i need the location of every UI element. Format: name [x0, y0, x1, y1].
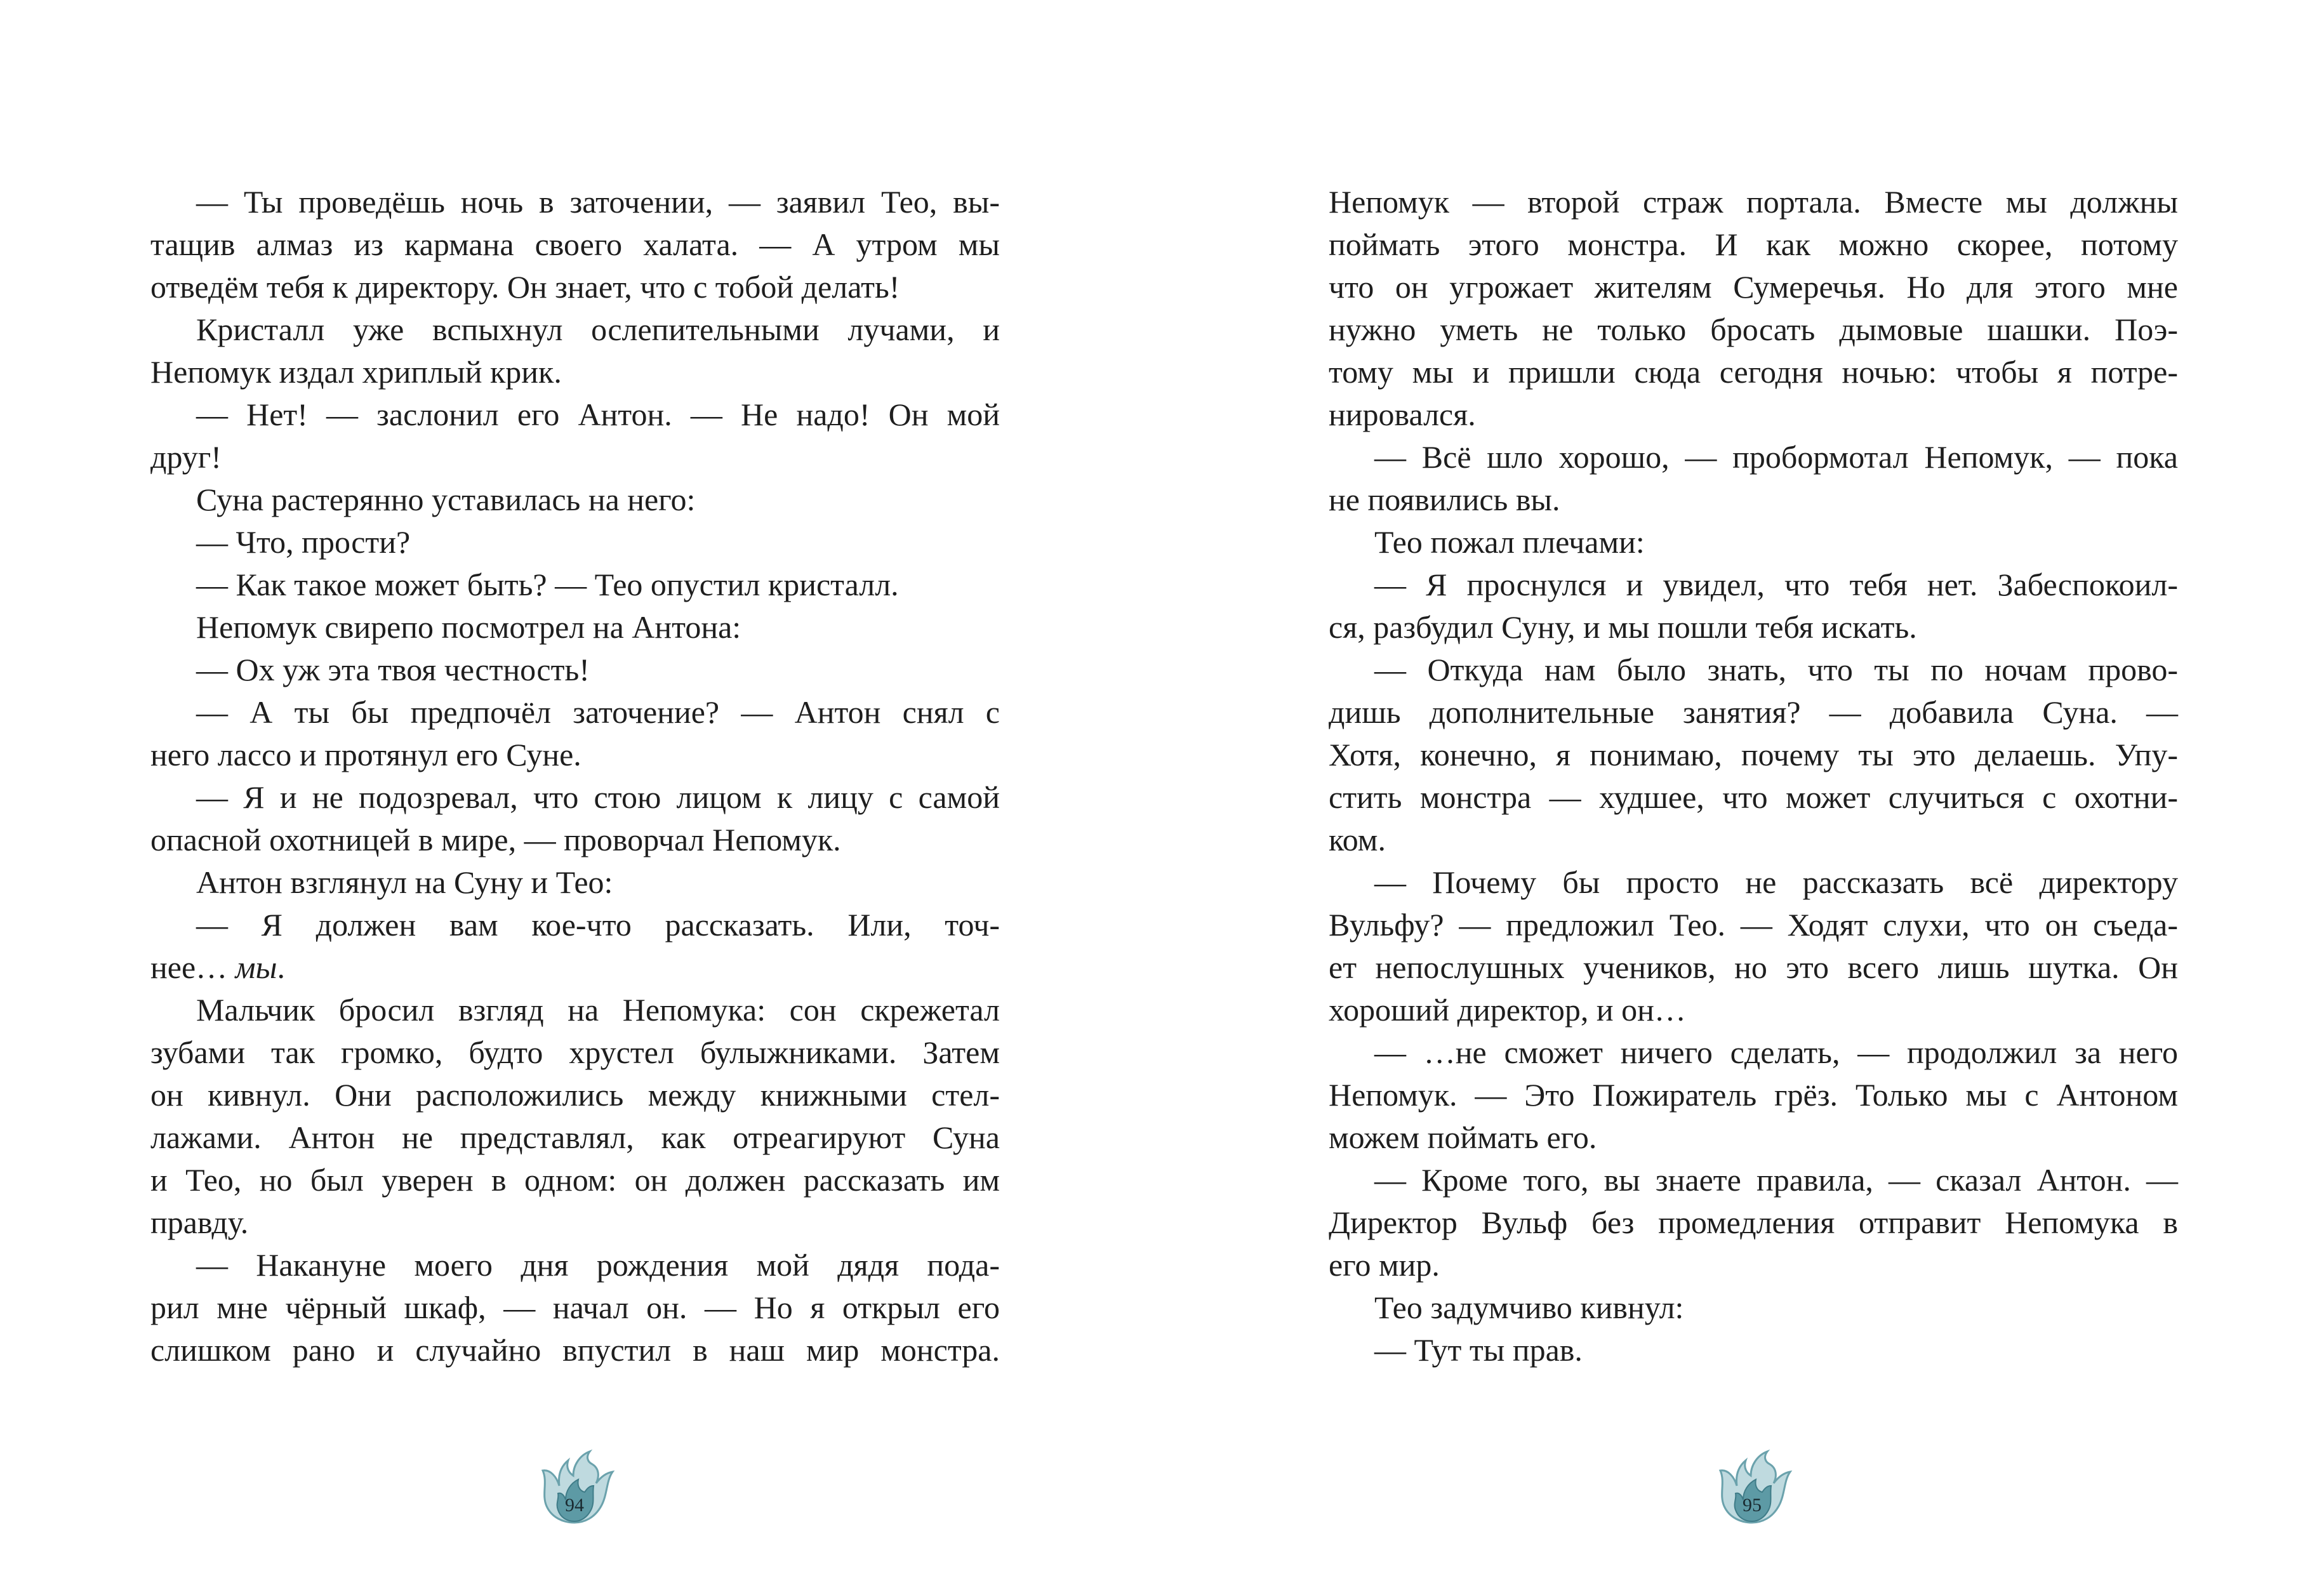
text-line-content: Директор Вульф без промедления отправит Непомука в [1329, 1205, 2178, 1240]
text-line-content: Суна растерянно уставилась на него: [196, 482, 696, 517]
page-number: 94 [565, 1495, 584, 1516]
flame-icon [1701, 1431, 1803, 1533]
text-line [1329, 1329, 2178, 1372]
text-line [150, 776, 1000, 819]
text-line [150, 1244, 1000, 1286]
text-line-content: нировался. [1329, 397, 1476, 432]
text-line [150, 946, 1000, 989]
text-line [150, 606, 1000, 649]
text-line [150, 1074, 1000, 1116]
page-number: 95 [1743, 1495, 1762, 1516]
text-line [1329, 181, 2178, 223]
text-line [150, 734, 1000, 776]
text-line-content: хороший директор, и он… [1329, 992, 1686, 1028]
text-line [1329, 479, 2178, 521]
right-page [1162, 0, 2324, 1574]
text-line [150, 1159, 1000, 1201]
text-line-content: Непомук — второй страж портала. Вместе мы должны [1329, 184, 2178, 220]
text-line [150, 181, 1000, 223]
text-line-content: отведём тебя к директору. Он знает, что с тобой делать! [150, 269, 900, 305]
text-line [1329, 1116, 2178, 1159]
text-line [1329, 1244, 2178, 1286]
text-line-content: зубами так громко, будто хрустел булыжниками. Затем [150, 1035, 1000, 1070]
text-line [1329, 691, 2178, 734]
text-line-content: рил мне чёрный шкаф, — начал он. — Но я открыл его [150, 1290, 1000, 1325]
text-line-content: слишком рано и случайно впустил в наш мир монстра. [150, 1332, 1000, 1368]
text-line [1329, 819, 2178, 861]
text-line [150, 1116, 1000, 1159]
text-line [1329, 564, 2178, 606]
text-line-content: нужно уметь не только бросать дымовые шашки. Поэ- [1329, 312, 2178, 347]
italic-emphasis: мы [235, 949, 277, 985]
text-line-content: — Откуда нам было знать, что ты по ночам прово- [1374, 652, 2178, 687]
text-line-content: Кристалл уже вспыхнул ослепительными лучами, и [196, 312, 1000, 347]
text-line [1329, 861, 2178, 904]
text-line-content: Мальчик бросил взгляд на Непомука: сон скрежетал [196, 992, 1000, 1028]
text-line-content: Непомук свирепо посмотрел на Антона: [196, 609, 741, 645]
text-line-content: Вульфу? — предложил Тео. — Ходят слухи, что он съеда- [1329, 907, 2178, 942]
text-line [1329, 1201, 2178, 1244]
text-line [150, 351, 1000, 394]
text-line-content: — Я и не подозревал, что стою лицом к лицу с самой [196, 779, 1000, 815]
text-line-content: ет непослушных учеников, но это всего лишь шутка. Он [1329, 949, 2178, 985]
text-line [150, 904, 1000, 946]
text-line [1329, 436, 2178, 479]
text-line [150, 1329, 1000, 1372]
text-line [1329, 394, 2178, 436]
text-line-content: — …не сможет ничего сделать, — продолжил за него [1374, 1035, 2178, 1070]
text-line [1329, 734, 2178, 776]
flame-icon [524, 1431, 625, 1533]
text-line-content: — Всё шло хорошо, — пробормотал Непомук, — пока [1374, 439, 2178, 475]
text-line [150, 436, 1000, 479]
text-line-content: Непомук. — Это Пожиратель грёз. Только мы с Антоном [1329, 1077, 2178, 1113]
text-line-content: Хотя, конечно, я понимаю, почему ты это делаешь. Упу- [1329, 737, 2178, 772]
text-line-content: — Я проснулся и увидел, что тебя нет. Забеспокоил- [1374, 567, 2178, 602]
text-line-content: — Накануне моего дня рождения мой дядя пода- [196, 1247, 1000, 1283]
text-line [1329, 1159, 2178, 1201]
text-line-content: — Ты проведёшь ночь в заточении, — заявил Тео, вы- [196, 184, 1000, 220]
page-number-badge [524, 1431, 625, 1533]
text-line-content: стить монстра — худшее, что может случиться с охотни- [1329, 779, 2178, 815]
right-page-text [1329, 181, 2178, 1372]
text-line [150, 819, 1000, 861]
text-line [1329, 904, 2178, 946]
text-line [150, 564, 1000, 606]
text-line [150, 649, 1000, 691]
text-line-content: лажами. Антон не представлял, как отреагируют Суна [150, 1120, 1000, 1155]
text-line-content: его мир. [1329, 1247, 1440, 1283]
text-line-content: тому мы и пришли сюда сегодня ночью: чтобы я потре- [1329, 354, 2178, 390]
text-line [1329, 989, 2178, 1031]
text-line-content: Непомук издал хриплый крик. [150, 354, 562, 390]
text-line-content: нее… [150, 949, 236, 985]
text-line-content: — Нет! — заслонил его Антон. — Не надо! Он мой [196, 397, 1000, 432]
text-line [1329, 649, 2178, 691]
text-line-content: ся, разбудил Суну, и мы пошли тебя искать. [1329, 609, 1917, 645]
text-line-content: — Ох уж эта твоя честность! [196, 652, 590, 687]
text-line [1329, 776, 2178, 819]
text-line-content: можем поймать его. [1329, 1120, 1597, 1155]
text-line [150, 691, 1000, 734]
text-line-content: опасной охотницей в мире, — проворчал Непомук. [150, 822, 841, 857]
text-line [1329, 946, 2178, 989]
text-line [150, 308, 1000, 351]
text-line-content: что он угрожает жителям Сумеречья. Но для этого мне [1329, 269, 2178, 305]
text-line [1329, 308, 2178, 351]
text-line-content: не появились вы. [1329, 482, 1560, 517]
text-line-content: Тео задумчиво кивнул: [1374, 1290, 1684, 1325]
text-line-content: ком. [1329, 822, 1386, 857]
text-line-content: — Почему бы просто не рассказать всё директору [1374, 864, 2178, 900]
text-line [150, 223, 1000, 266]
text-line-content: Тео пожал плечами: [1374, 524, 1645, 560]
text-line-content: тащив алмаз из кармана своего халата. — А утром мы [150, 227, 1000, 262]
text-line [1329, 1286, 2178, 1329]
text-line-content: — Тут ты прав. [1374, 1332, 1583, 1368]
text-line-tail: . [277, 949, 285, 985]
text-line [150, 394, 1000, 436]
text-line [150, 479, 1000, 521]
text-line-content: правду. [150, 1205, 249, 1240]
text-line [1329, 223, 2178, 266]
text-line-content: — А ты бы предпочёл заточение? — Антон снял с [196, 694, 1000, 730]
text-line [150, 1201, 1000, 1244]
text-line-content: — Что, прости? [196, 524, 411, 560]
text-line-content: дишь дополнительные занятия? — добавила Суна. — [1329, 694, 2178, 730]
text-line-content: — Я должен вам кое-что рассказать. Или, точ- [196, 907, 1000, 942]
text-line [150, 861, 1000, 904]
text-line-content: — Кроме того, вы знаете правила, — сказал Антон. — [1374, 1162, 2178, 1198]
text-line [150, 989, 1000, 1031]
text-line-content: и Тео, но был уверен в одном: он должен рассказать им [150, 1162, 1000, 1198]
text-line [1329, 521, 2178, 564]
text-line-content: он кивнул. Они расположились между книжными стел- [150, 1077, 1000, 1113]
text-line [150, 1031, 1000, 1074]
text-line [1329, 266, 2178, 308]
text-line-content: поймать этого монстра. И как можно скорее, потому [1329, 227, 2178, 262]
left-page-text [150, 181, 1000, 1372]
text-line [150, 266, 1000, 308]
text-line [1329, 1031, 2178, 1074]
text-line-content: Антон взглянул на Суну и Тео: [196, 864, 613, 900]
text-line-content: друг! [150, 439, 222, 475]
text-line [1329, 606, 2178, 649]
text-line [1329, 1074, 2178, 1116]
text-line [1329, 351, 2178, 394]
text-line-content: — Как такое может быть? — Тео опустил кристалл. [196, 567, 899, 602]
page-number-badge [1701, 1431, 1803, 1533]
text-line [150, 521, 1000, 564]
text-line-content: него лассо и протянул его Суне. [150, 737, 581, 772]
text-line [150, 1286, 1000, 1329]
